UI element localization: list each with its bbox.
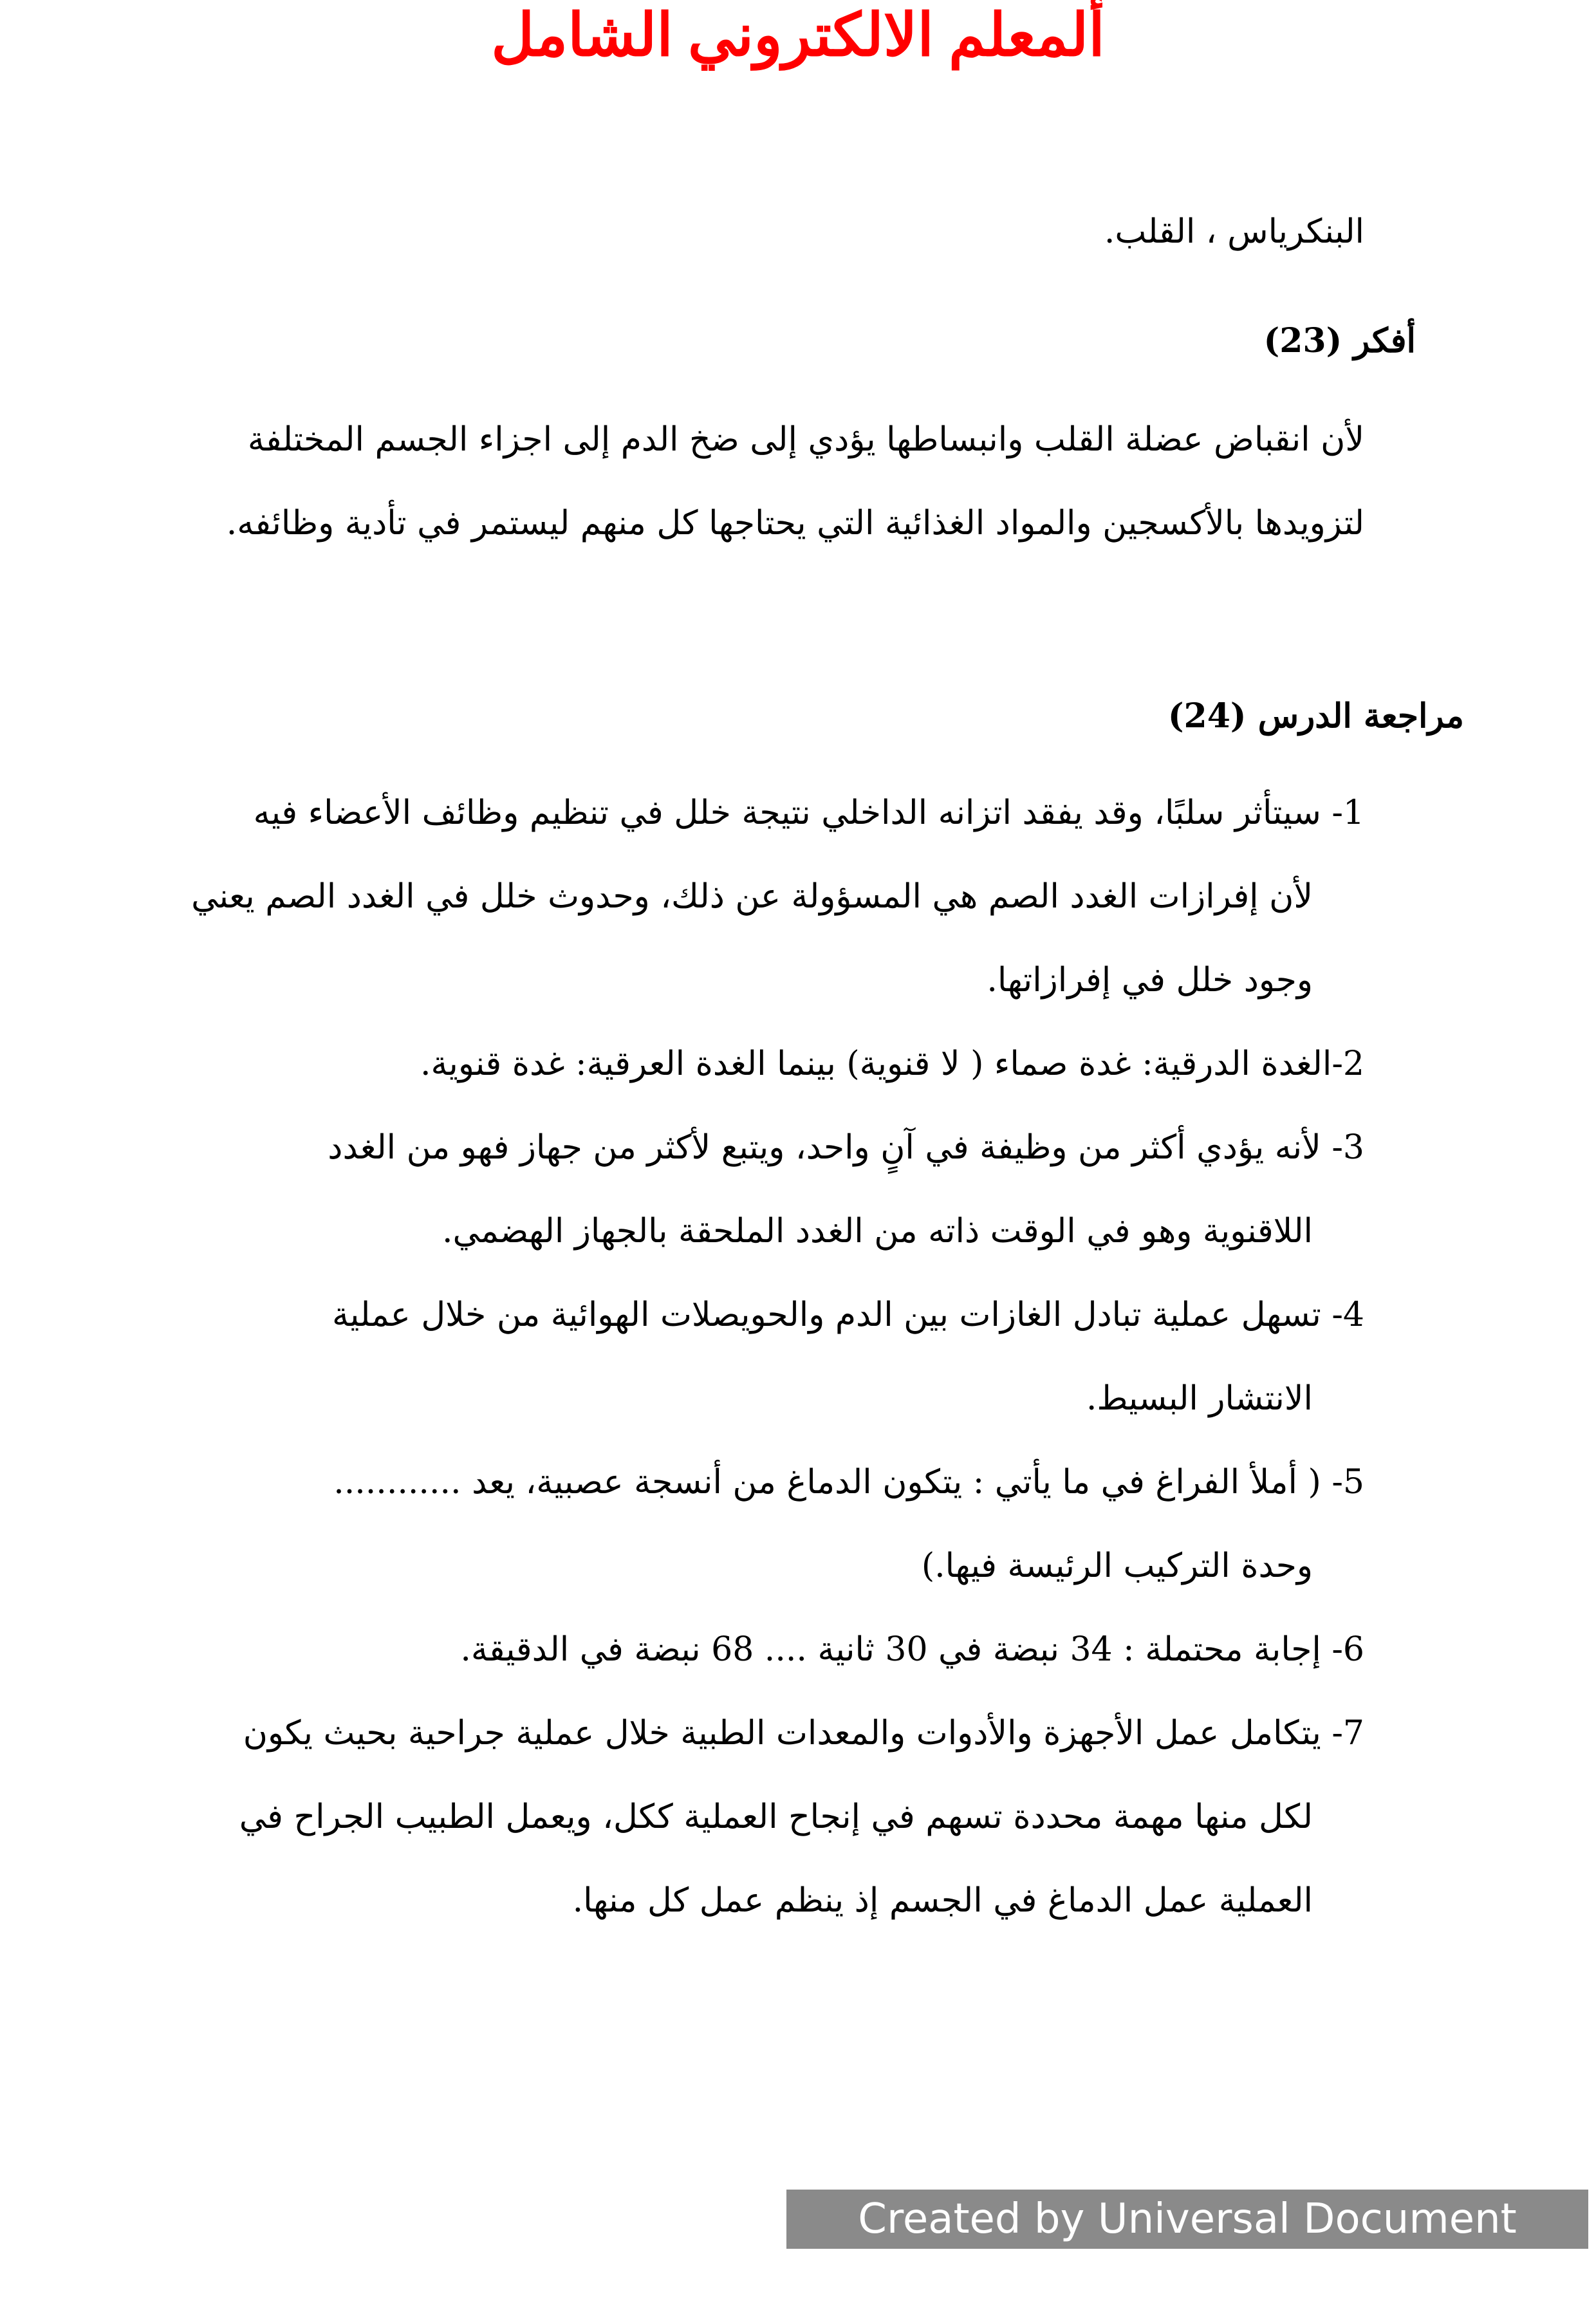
think-line-1: لأن انقباض عضلة القلب وانبساطها يؤدي إلى ضخ الدم إلى اجزاء الجسم المختلفة (247, 420, 1364, 459)
answer-3-line-2: اللاقنوية وهو في الوقت ذاته من الغدد الملحقة بالجهاز الهضمي. (442, 1212, 1313, 1251)
converter-watermark: Created by Universal Document Converter (786, 2190, 1588, 2249)
answer-7-line-2: لكل منها مهمة محددة تسهم في إنجاح العملية ككل، ويعمل الطبيب الجراح في (239, 1798, 1313, 1836)
answer-4-line-1: 4- تسهل عملية تبادل الغازات بين الدم والحويصلات الهوائية من خلال عملية (331, 1296, 1364, 1334)
think-line-2: لتزويدها بالأكسجين والمواد الغذائية التي يحتاجها كل منهم ليستمر في تأدية وظائفه. (226, 504, 1364, 543)
answer-5-line-2: وحدة التركيب الرئيسة فيها.) (921, 1547, 1313, 1585)
answer-1-line-2: لأن إفرازات الغدد الصم هي المسؤولة عن ذلك، وحدوث خلل في الغدد الصم يعني (191, 877, 1313, 916)
intro-line: البنكرياس ، القلب. (1104, 212, 1364, 251)
answer-7-line-1: 7- يتكامل عمل الأجهزة والأدوات والمعدات الطبية خلال عملية جراحية بحيث يكون (243, 1714, 1364, 1753)
answer-6-line-1: 6- إجابة محتملة : 34 نبضة في 30 ثانية .... 68 نبضة في الدقيقة. (460, 1630, 1364, 1669)
think-heading: أفكر (23) (1263, 321, 1416, 360)
page-title: ألمعلم الالكتروني الشامل (491, 3, 1105, 68)
answer-7-line-3: العملية عمل الدماغ في الجسم إذ ينظم عمل كل منها. (572, 1881, 1313, 1920)
answer-3-line-1: 3- لأنه يؤدي أكثر من وظيفة في آنٍ واحد، ويتبع لأكثر من جهاز فهو من الغدد (328, 1128, 1364, 1167)
answer-4-line-2: الانتشار البسيط. (1086, 1379, 1313, 1418)
answer-1-line-1: 1- سيتأثر سلبًا، وقد يفقد اتزانه الداخلي نتيجة خلل في تنظيم وظائف الأعضاء فيه (253, 794, 1364, 832)
answer-2-line-1: 2-الغدة الدرقية: غدة صماء ( لا قنوية) بينما الغدة العرقية: غدة قنوية. (420, 1045, 1364, 1083)
answer-1-line-3: وجود خلل في إفرازاتها. (987, 961, 1313, 1000)
review-heading: مراجعة الدرس (24) (1167, 696, 1464, 736)
answer-5-line-1: 5- ( أملأ الفراغ في ما يأتي : يتكون الدماغ من أنسجة عصبية، يعد ............ (333, 1463, 1364, 1502)
